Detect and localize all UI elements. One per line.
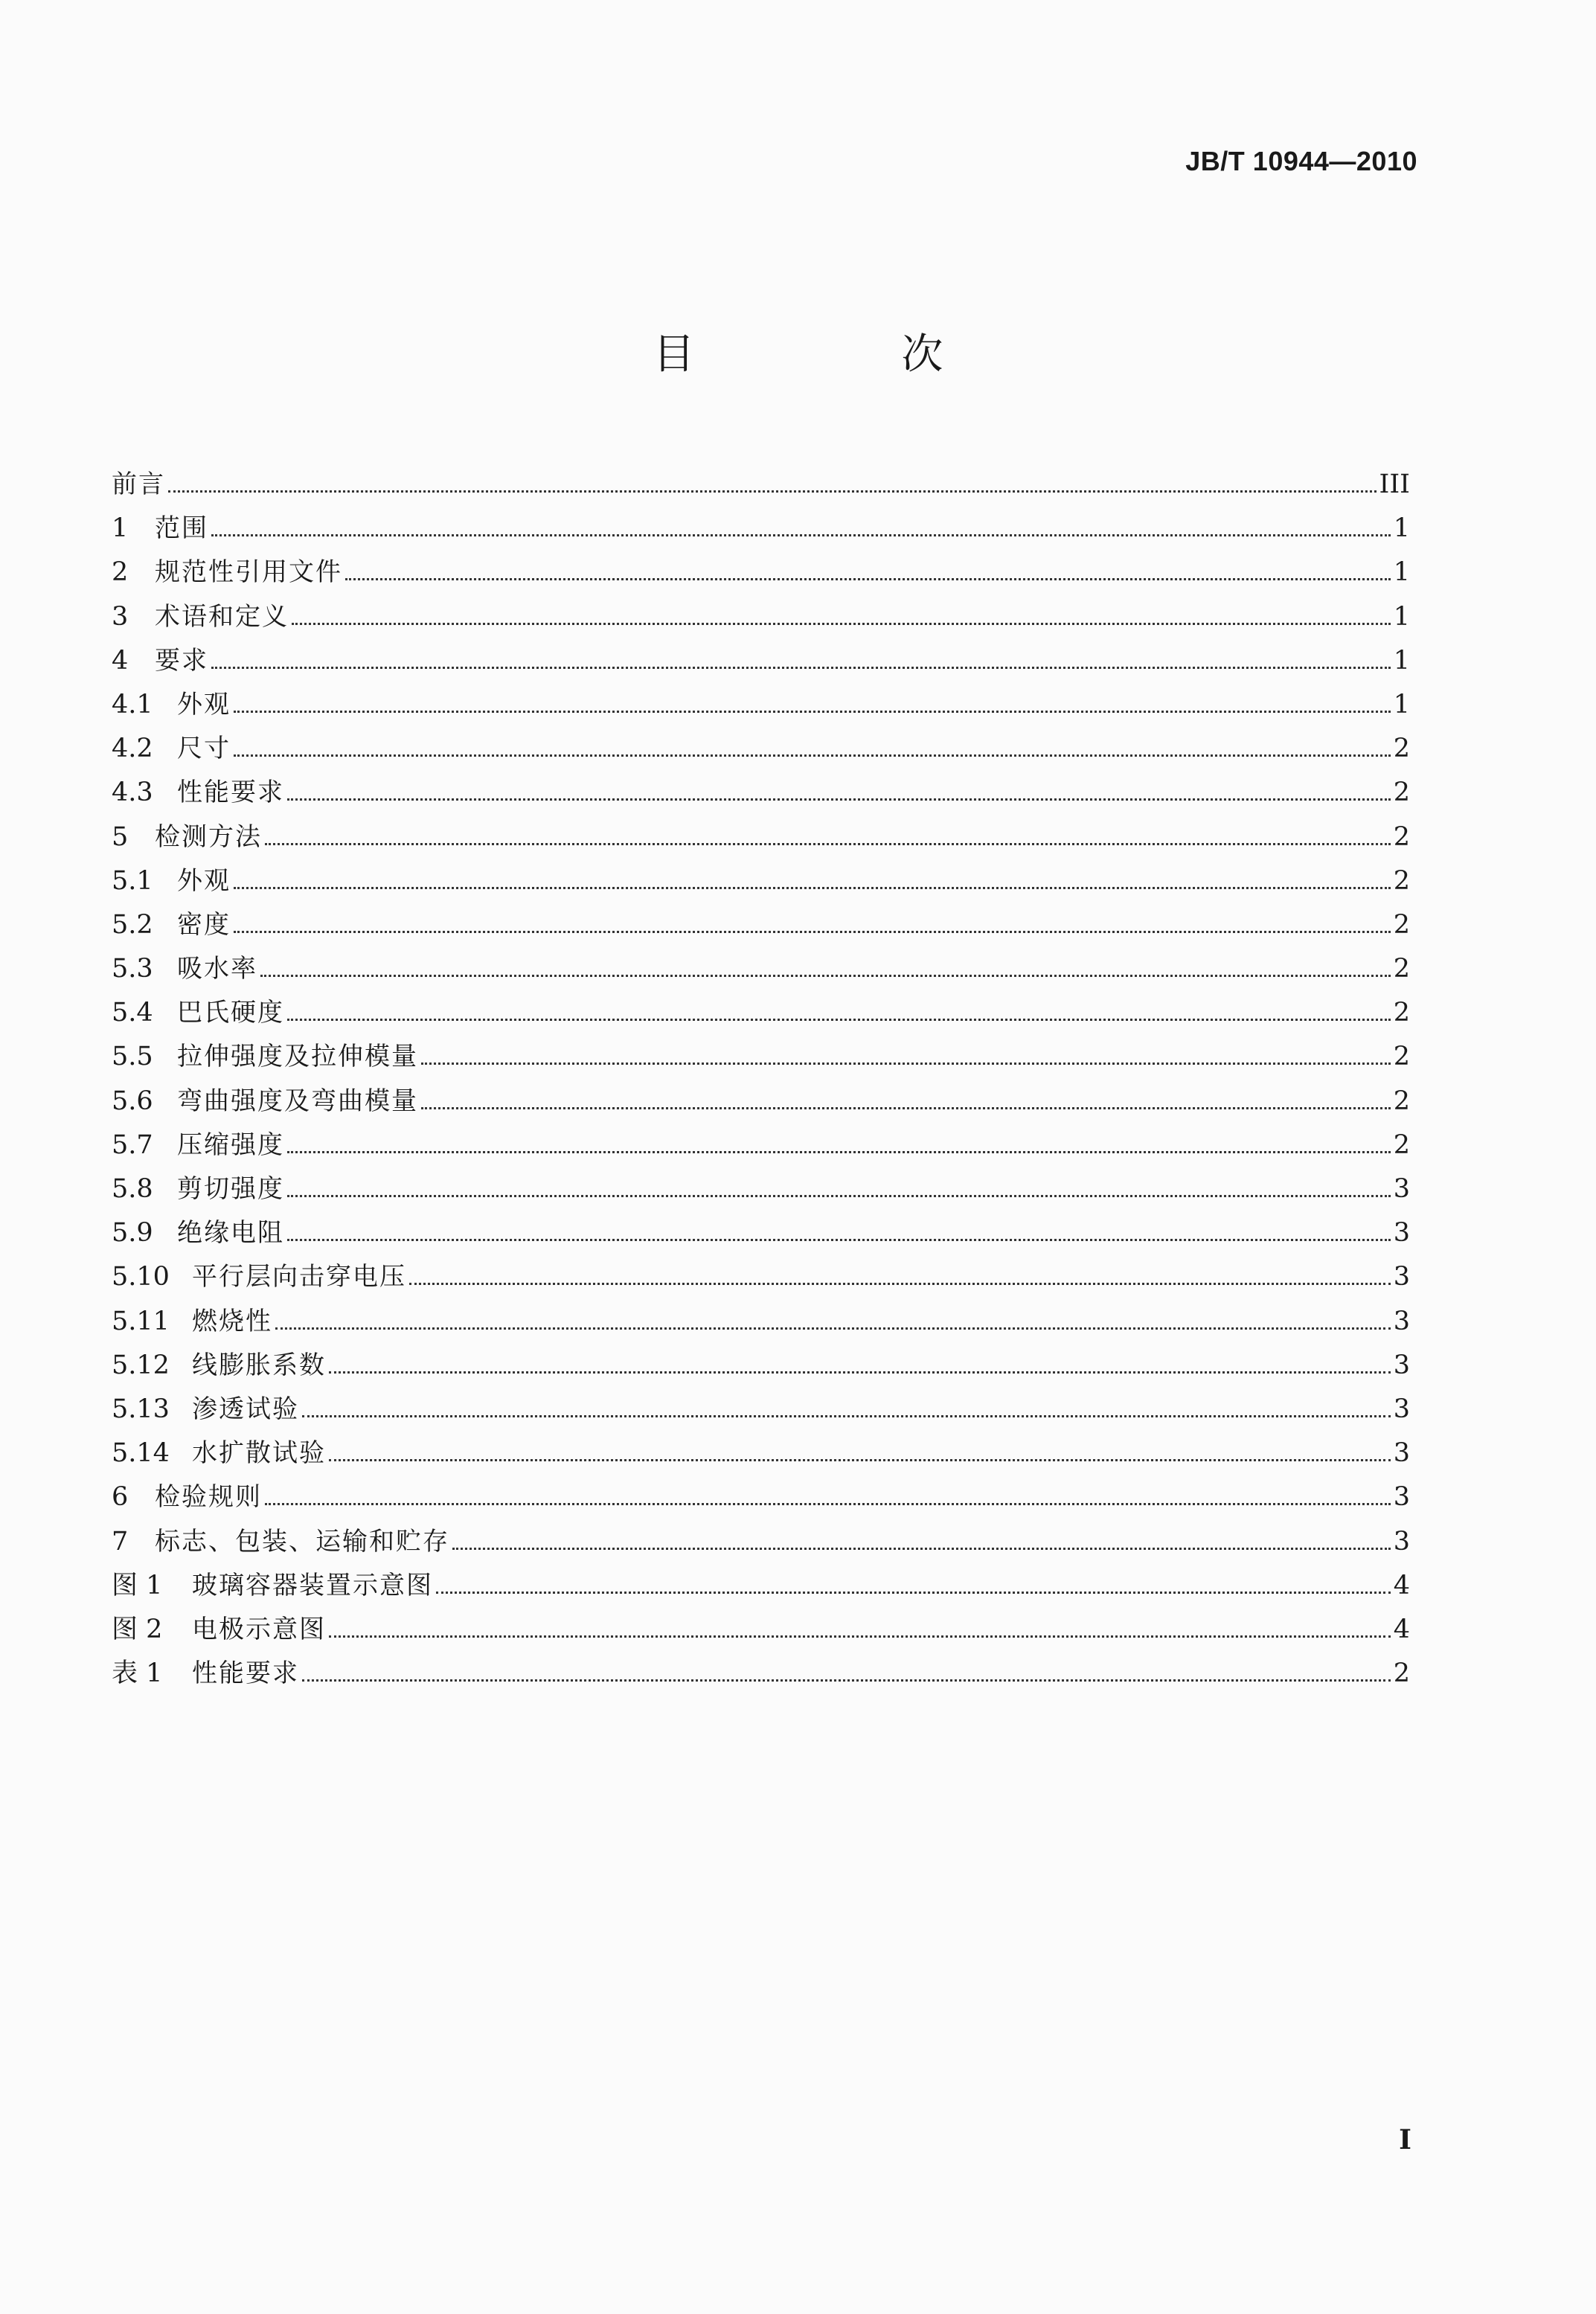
toc-entry-title: 标志、包装、运输和贮存 (155, 1526, 449, 1557)
toc-entry-number: 5.2 (112, 909, 153, 940)
toc-entry-number: 5.10 (112, 1262, 170, 1292)
toc-entry[interactable] (112, 551, 1410, 594)
table-of-contents (112, 463, 1410, 1696)
toc-entry-page: III (1379, 469, 1410, 499)
toc-entry-number: 图 1 (112, 1570, 163, 1600)
toc-entry-number: 2 (112, 557, 129, 588)
toc-entry-title: 检验规则 (155, 1482, 262, 1513)
toc-entry-number: 4 (112, 645, 129, 676)
toc-entry-page: 4 (1393, 1570, 1410, 1600)
toc-entry-page: 2 (1393, 865, 1410, 896)
toc-entry-number: 5.14 (112, 1438, 170, 1469)
toc-entry-page: 2 (1393, 1129, 1410, 1160)
toc-leader-dots (260, 975, 1391, 977)
toc-entry-number: 7 (112, 1526, 129, 1557)
toc-entry-title: 燃烧性 (192, 1306, 272, 1336)
toc-entry[interactable] (112, 1035, 1410, 1079)
toc-entry-page: 3 (1393, 1262, 1410, 1292)
toc-leader-dots (329, 1371, 1391, 1374)
toc-leader-dots (287, 1239, 1391, 1241)
toc-entry[interactable] (112, 947, 1410, 991)
toc-entry-title: 规范性引用文件 (155, 557, 342, 588)
toc-leader-dots (211, 667, 1391, 669)
toc-entry[interactable] (112, 1564, 1410, 1608)
toc-entry-title: 渗透试验 (192, 1394, 299, 1424)
toc-entry-title: 术语和定义 (155, 601, 289, 632)
toc-entry-page: 2 (1393, 954, 1410, 984)
toc-entry-title: 尺寸 (177, 734, 231, 764)
toc-entry-number: 4.1 (112, 689, 153, 719)
toc-entry-number: 5.11 (112, 1306, 170, 1336)
toc-entry-page: 3 (1393, 1174, 1410, 1204)
toc-leader-dots (292, 623, 1391, 625)
toc-entry-page: 2 (1393, 821, 1410, 852)
toc-entry-page: 3 (1393, 1306, 1410, 1336)
toc-entry-number: 5.3 (112, 954, 153, 984)
toc-entry-title: 外观 (177, 689, 231, 719)
toc-entry-number: 5.8 (112, 1174, 153, 1204)
toc-entry[interactable] (112, 771, 1410, 815)
toc-entry-page: 1 (1393, 689, 1410, 719)
toc-entry-page: 2 (1393, 778, 1410, 808)
toc-entry-title: 剪切强度 (177, 1174, 284, 1204)
toc-entry-title: 检测方法 (155, 821, 262, 852)
toc-entry-number: 5.6 (112, 1086, 153, 1116)
toc-entry-page: 4 (1393, 1614, 1410, 1644)
toc-entry[interactable] (112, 595, 1410, 639)
toc-entry[interactable] (112, 639, 1410, 683)
toc-entry[interactable] (112, 1124, 1410, 1167)
toc-entry-page: 1 (1393, 513, 1410, 544)
toc-entry[interactable] (112, 991, 1410, 1035)
toc-entry-page: 3 (1393, 1482, 1410, 1513)
toc-leader-dots (234, 887, 1391, 889)
toc-leader-dots (421, 1107, 1391, 1109)
toc-entry[interactable] (112, 1520, 1410, 1564)
toc-entry-title: 拉伸强度及拉伸模量 (177, 1042, 418, 1072)
toc-entry[interactable] (112, 683, 1410, 727)
page-number: I (1399, 2124, 1411, 2156)
toc-entry-page: 2 (1393, 1658, 1410, 1689)
toc-leader-dots (287, 1019, 1391, 1021)
toc-entry-number: 5.7 (112, 1129, 153, 1160)
toc-entry-page: 1 (1393, 557, 1410, 588)
toc-leader-dots (409, 1283, 1391, 1285)
toc-entry[interactable] (112, 1432, 1410, 1475)
toc-entry-page: 3 (1393, 1218, 1410, 1249)
toc-entry-title: 线膨胀系数 (192, 1350, 326, 1380)
toc-entry[interactable] (112, 1211, 1410, 1255)
toc-leader-dots (234, 711, 1391, 713)
toc-entry-title: 玻璃容器装置示意图 (192, 1570, 433, 1600)
toc-entry-number: 图 2 (112, 1614, 163, 1644)
toc-leader-dots (234, 931, 1391, 933)
toc-entry-title: 要求 (155, 645, 208, 676)
toc-entry-page: 2 (1393, 1042, 1410, 1072)
toc-entry-page: 3 (1393, 1526, 1410, 1557)
toc-entry-title: 吸水率 (177, 954, 257, 984)
toc-entry[interactable] (112, 1300, 1410, 1344)
toc-entry-title: 密度 (177, 909, 231, 940)
toc-entry-number: 5.9 (112, 1218, 153, 1249)
toc-entry-number: 表 1 (112, 1658, 163, 1689)
toc-entry[interactable] (112, 859, 1410, 903)
toc-entry-title: 压缩强度 (177, 1129, 284, 1160)
toc-leader-dots (287, 1195, 1391, 1197)
toc-entry-page: 3 (1393, 1350, 1410, 1380)
toc-leader-dots (211, 534, 1391, 536)
toc-leader-dots (329, 1459, 1391, 1461)
toc-entry-page: 2 (1393, 998, 1410, 1028)
toc-entry[interactable] (112, 507, 1410, 551)
toc-entry[interactable] (112, 727, 1410, 771)
toc-entry-title: 绝缘电阻 (177, 1218, 284, 1249)
toc-entry-page: 3 (1393, 1438, 1410, 1469)
page-title: 目 次 (653, 330, 1040, 379)
toc-entry[interactable] (112, 1167, 1410, 1211)
toc-entry-title: 范围 (155, 513, 208, 544)
toc-leader-dots (265, 843, 1391, 845)
toc-entry-number: 3 (112, 601, 129, 632)
toc-entry-title: 平行层向击穿电压 (192, 1262, 406, 1292)
toc-entry-page: 1 (1393, 601, 1410, 632)
toc-entry-number: 5.12 (112, 1350, 170, 1380)
toc-entry[interactable] (112, 1344, 1410, 1388)
toc-leader-dots (302, 1415, 1391, 1417)
toc-entry-number: 4.3 (112, 778, 153, 808)
toc-entry-page: 2 (1393, 1086, 1410, 1116)
toc-entry-number: 5 (112, 821, 129, 852)
toc-leader-dots (302, 1679, 1391, 1682)
toc-leader-dots (452, 1548, 1391, 1550)
toc-entry-title: 水扩散试验 (192, 1438, 326, 1469)
toc-leader-dots (287, 1151, 1391, 1153)
toc-entry-title: 性能要求 (192, 1658, 299, 1689)
toc-entry[interactable] (112, 1652, 1410, 1696)
toc-leader-dots (168, 490, 1377, 493)
toc-entry[interactable] (112, 1080, 1410, 1124)
toc-entry-number: 5.4 (112, 998, 153, 1028)
toc-entry-page: 2 (1393, 909, 1410, 940)
toc-leader-dots (421, 1063, 1391, 1065)
toc-entry[interactable] (112, 1475, 1410, 1519)
toc-entry-number: 1 (112, 513, 129, 544)
standard-code: JB/T 10944—2010 (1185, 146, 1417, 176)
toc-entry[interactable] (112, 903, 1410, 947)
toc-entry-page: 2 (1393, 734, 1410, 764)
toc-entry-number: 6 (112, 1482, 129, 1513)
toc-entry[interactable] (112, 463, 1410, 507)
toc-entry[interactable] (112, 1608, 1410, 1652)
toc-entry-title: 外观 (177, 865, 231, 896)
toc-entry-title: 巴氏硬度 (177, 998, 284, 1028)
toc-entry-number: 5.13 (112, 1394, 170, 1424)
toc-leader-dots (287, 798, 1391, 801)
toc-leader-dots (234, 754, 1391, 757)
toc-leader-dots (436, 1592, 1391, 1594)
toc-entry-title: 电极示意图 (192, 1614, 326, 1644)
toc-leader-dots (345, 578, 1391, 580)
toc-entry-title: 性能要求 (177, 778, 284, 808)
toc-entry-number: 5.5 (112, 1042, 153, 1072)
toc-leader-dots (275, 1327, 1391, 1330)
toc-entry-title: 前言 (112, 469, 165, 499)
toc-leader-dots (265, 1503, 1391, 1505)
toc-entry-title: 弯曲强度及弯曲模量 (177, 1086, 418, 1116)
toc-entry-page: 3 (1393, 1394, 1410, 1424)
toc-entry[interactable] (112, 1255, 1410, 1299)
toc-entry-number: 5.1 (112, 865, 153, 896)
toc-entry[interactable] (112, 815, 1410, 859)
toc-entry-page: 1 (1393, 645, 1410, 676)
toc-leader-dots (329, 1635, 1391, 1638)
toc-entry[interactable] (112, 1388, 1410, 1432)
toc-entry-number: 4.2 (112, 734, 153, 764)
